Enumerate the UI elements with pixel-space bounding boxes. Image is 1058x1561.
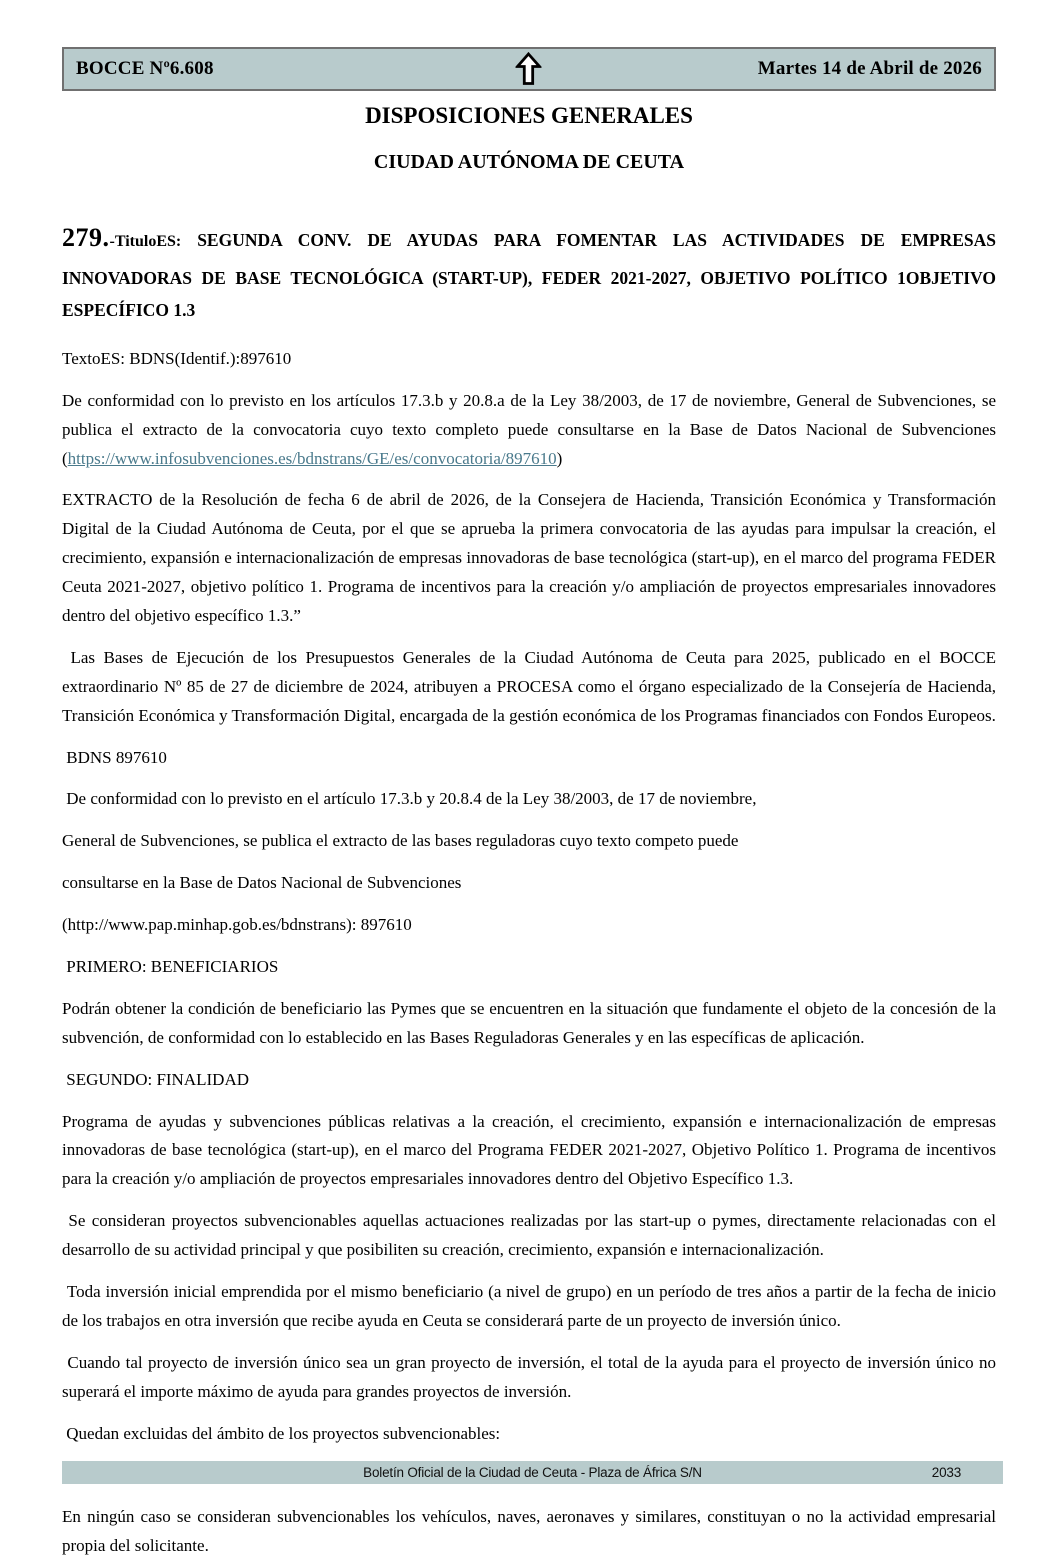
document-page — [0, 47, 1058, 1561]
paragraph: Toda inversión inicial emprendida por el mismo beneficiario (a nivel de grupo) en un período de tres años a partir de la fecha de inicio de los trabajos en otra inversión que recibe ayuda en Ceuta se considerará parte de un proyecto de inversión único. — [62, 1282, 1001, 1330]
paragraph: En ningún caso se consideran subvencionables los vehículos, naves, aeronaves y similares, constituyan o no la actividad empresarial propia del solicitante. — [62, 1507, 1001, 1556]
paragraph: Programa de ayudas y subvenciones públicas relativas a la creación, el crecimiento, expansión e internacionalización de empresas innovadoras de base tecnológica (start-up), en el marco del Programa FEDER 2021-2027, Objetivo Político 1. Programa de incentivos para la creación y/o ampliación de proyectos empresariales innovadores dentro del Objetivo Específico 1.3. — [62, 1111, 1001, 1189]
paragraph: consultarse en la Base de Datos Nacional de Subvenciones — [62, 873, 462, 893]
header-bar — [62, 47, 996, 91]
paragraph: EXTRACTO de la Resolución de fecha 6 de abril de 2026, de la Consejera de Hacienda, Transición Económica y Transformación Digital de la Ciudad Autónoma de Ceuta, por el que se aprueba la primera convocatoria de las ayudas para impulsar la creación, el crecimiento, expansión e internacionalización de empresas innovadoras de base tecnológica (start-up), en el marco del programa FEDER Ceuta 2021-2027, objetivo político 1. Programa de incentivos para la creación y/o ampliación de proyectos empresariales innovadores dentro del objetivo específico 1.3.” — [62, 490, 1001, 625]
footer-page-number: 2033 — [931, 1465, 961, 1480]
paragraph: Se consideran proyectos subvencionables aquellas actuaciones realizadas por las start-up o pymes, directamente relacionadas con el desarrollo de su actividad principal y que posibiliten su creación, crecimiento, expansión e internacionalización. — [62, 1211, 1001, 1260]
paragraph: Cuando tal proyecto de inversión único sea un gran proyecto de inversión, el total de la ayuda para el proyecto de inversión único no superará el importe máximo de ayuda para grandes proyectos de inversión. — [62, 1352, 1001, 1401]
bocce-number: BOCCE Nº6.608 — [76, 58, 214, 79]
up-arrow-icon[interactable] — [515, 52, 541, 86]
article-heading — [62, 214, 996, 327]
paragraph: De conformidad con lo previsto en los artículos 17.3.b y 20.8.a de la Ley 38/2003, de 17 de noviembre, General de Subvenciones, se publica el extracto de la convocatoria cuyo texto completo puede consultarse en la Base de Datos Nacional de Subvenciones (https://www.infosubvenciones.es/bdnstrans/GE/es/convocatoria/897610) — [62, 390, 1001, 468]
article-title-text: SEGUNDA CONV. DE AYUDAS PARA FOMENTAR LAS ACTIVIDADES DE EMPRESAS INNOVADORAS DE BASE TECNOLÓGICA (START-UP), FEDER 2021-2027, OBJETIVO POLÍTICO 1OBJETIVO ESPECÍFICO 1.3 — [62, 230, 996, 321]
paragraph: De conformidad con lo previsto en el artículo 17.3.b y 20.8.4 de la Ley 38/2003, de 17 de noviembre, — [62, 789, 757, 809]
paragraph: PRIMERO: BENEFICIARIOS — [62, 956, 279, 976]
document-body — [62, 345, 1001, 1561]
bdns-convocatoria-link[interactable]: https://www.infosubvenciones.es/bdnstrans/GE/es/convocatoria/897610 — [67, 448, 557, 468]
paragraph: General de Subvenciones, se publica el extracto de las bases reguladoras cuyo texto competo puede — [62, 831, 739, 851]
article-number: 279. — [62, 223, 110, 252]
paragraph: Quedan excluidas del ámbito de los proyectos subvencionables: — [62, 1423, 501, 1443]
paragraph: Las Bases de Ejecución de los Presupuestos Generales de la Ciudad Autónoma de Ceuta para 2025, publicado en el BOCCE extraordinario Nº 85 de 27 de diciembre de 2024, atribuyen a PROCESA como el órgano especializado de la Consejería de Hacienda, Transición Económica y Transformación Digital, encargada de la gestión económica de los Programas financiados con Fondos Europeos. — [62, 647, 1001, 725]
paragraph: Podrán obtener la condición de beneficiario las Pymes que se encuentren en la situación que fundamente el objeto de la concesión de la subvención, de conformidad con lo establecido en las Bases Reguladoras Generales y en las específicas de aplicación. — [62, 998, 1001, 1047]
paragraph: SEGUNDO: FINALIDAD — [62, 1069, 249, 1089]
page-subtitle: CIUDAD AUTÓNOMA DE CEUTA — [373, 151, 685, 173]
article-label: -TituloES: — [109, 233, 182, 250]
footer-bar — [62, 1461, 1003, 1484]
footer-text: Boletín Oficial de la Ciudad de Ceuta - Plaza de África S/N — [363, 1465, 702, 1480]
paragraph: BDNS 897610 — [62, 747, 167, 767]
header-date: Martes 14 de Abril de 2026 — [757, 58, 982, 79]
paragraph: (http://www.pap.minhap.gob.es/bdnstrans): 897610 — [62, 915, 412, 935]
page-title: DISPOSICIONES GENERALES — [365, 103, 693, 128]
paragraph: TextoES: BDNS(Identif.):897610 — [62, 348, 292, 368]
